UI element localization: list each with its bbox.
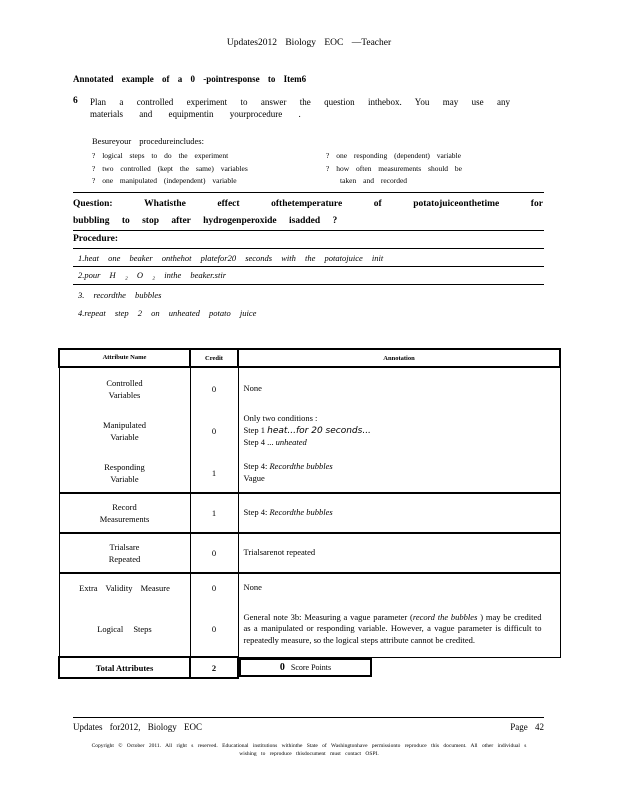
attribute-name: Manipulated Variable: [59, 409, 190, 453]
question-word: for: [530, 199, 543, 209]
divider: [73, 248, 544, 249]
annotation-text: Step 4 ... unheated: [243, 437, 307, 448]
question-word: ofthetemperature: [271, 199, 343, 209]
annotation-text: Only two conditions :: [243, 413, 318, 424]
annotation-text: None: [238, 573, 560, 601]
credit-value: 0: [190, 533, 238, 573]
question-word: of: [373, 199, 382, 209]
question-line-1: Plan a controlled experiment to answer the question inthebox. You may use any: [90, 97, 510, 107]
attribute-name: Logical Steps: [59, 601, 190, 657]
page-header: Updates2012 Biology EOC —Teacher: [226, 38, 392, 48]
credit-value: 0: [190, 601, 238, 657]
score-value: 0: [279, 662, 285, 674]
table-row: [59, 573, 560, 601]
divider: [73, 230, 544, 231]
question-word: potatojuiceonthetime: [413, 199, 500, 209]
footer-title: Updates for2012, Biology EOC: [73, 722, 202, 732]
total-credit: 2: [190, 657, 238, 678]
annotation-text: None: [238, 367, 560, 409]
bullet-item: ? one manipulated (independent) variable: [92, 176, 237, 185]
table-row: [59, 493, 560, 533]
attribute-name: Controlled Variables: [59, 367, 190, 409]
question-line-2: materials and equipmentin yourprocedure .: [90, 109, 301, 119]
credit-value: 0: [190, 573, 238, 601]
procedure-step: 2.pour H ₂ O ₂ inthe beaker.stir: [78, 270, 227, 280]
table-header-row: [59, 349, 560, 367]
bullet-item: ? one responding (dependent) variable: [326, 151, 461, 160]
question-row-2: bubbling to stop after hydrogenperoxide isadded ?: [73, 216, 338, 226]
table-row: [59, 601, 560, 657]
question-word: Whatisthe: [144, 199, 186, 209]
score-cell: [238, 657, 560, 678]
bullet-item: ? how often measurements should be: [326, 163, 463, 173]
annotation-text: Trialsarenot repeated: [238, 533, 560, 573]
score-box: [239, 658, 372, 677]
annotation-cell: [238, 453, 560, 493]
table-row: [59, 533, 560, 573]
annotation-cell: Step 4: Recordthe bubbles: [238, 493, 560, 533]
table-row: [59, 367, 560, 409]
page-number: Page 42: [510, 722, 544, 732]
annotation-cell: General note 3b: Measuring a vague parameter (record the bubbles ) may be credited as a manipulated or responding variable. However, a vague parameter is difficult to repeatedly measure, so the logical steps attribute cannot be credited.: [238, 601, 560, 657]
total-label: Total Attributes: [59, 657, 190, 678]
question-label: Question:: [73, 199, 113, 209]
copyright-notice: Copyright © October 2011. All right s reserved. Educational institutions withinthe State of Washingtonhave permissionto reproduce this document. All other individual s wishing to reproduce thisdocument must contact OSPI.: [91, 743, 527, 757]
header-credit: Credit: [190, 349, 238, 367]
page-footer: [73, 722, 544, 732]
procedure-step: 4.repeat step 2 on unheated potato juice: [78, 308, 257, 318]
question-word: effect: [217, 199, 240, 209]
bullet-list-left: [92, 150, 248, 188]
bullet-item: ? two controlled (kept the same) variables: [92, 163, 248, 173]
attribute-name: Extra Validity Measure: [59, 573, 190, 601]
question-box: [73, 196, 543, 230]
annotation-text: Step 4: Recordthe bubbles: [243, 461, 333, 471]
divider: [73, 192, 544, 193]
question-number: 6: [73, 96, 78, 106]
credit-value: 0: [190, 409, 238, 453]
annotation-text: Vague: [243, 472, 265, 483]
table-row: [59, 453, 560, 493]
annotation-title: Annotated example of a 0 -pointresponse to Item6: [73, 74, 307, 84]
divider: [73, 284, 544, 285]
scoring-table: [58, 348, 561, 679]
procedure-label: Procedure:: [73, 234, 119, 244]
attribute-name: Record Measurements: [59, 493, 190, 533]
procedure-step: 3. recordthe bubbles: [78, 290, 162, 300]
bullet-item: ? logical steps to do the experiment: [92, 151, 229, 160]
annotation-cell: [238, 409, 560, 453]
credit-value: 0: [190, 367, 238, 409]
be-sure-heading: Besureyour procedureincludes:: [92, 136, 204, 146]
credit-value: 1: [190, 493, 238, 533]
footer-divider: [73, 717, 544, 718]
header-annotation: Annotation: [238, 349, 560, 367]
annotation-text: Step 1 heat...for 20 seconds...: [243, 424, 371, 436]
question-row-1: [73, 196, 543, 213]
attribute-name: Trialsare Repeated: [59, 533, 190, 573]
header-attribute: Attribute Name: [59, 349, 190, 367]
table-row: [59, 409, 560, 453]
score-label: Score Points: [290, 663, 332, 673]
bullet-item: taken and recorded: [340, 176, 408, 185]
procedure-step: 1.heat one beaker onthehot platefor20 seconds with the potatojuice init: [78, 253, 384, 263]
divider: [73, 266, 544, 267]
attribute-name: Responding Variable: [59, 453, 190, 493]
total-row: [59, 657, 560, 678]
bullet-list-right: [326, 150, 498, 188]
credit-value: 1: [190, 453, 238, 493]
